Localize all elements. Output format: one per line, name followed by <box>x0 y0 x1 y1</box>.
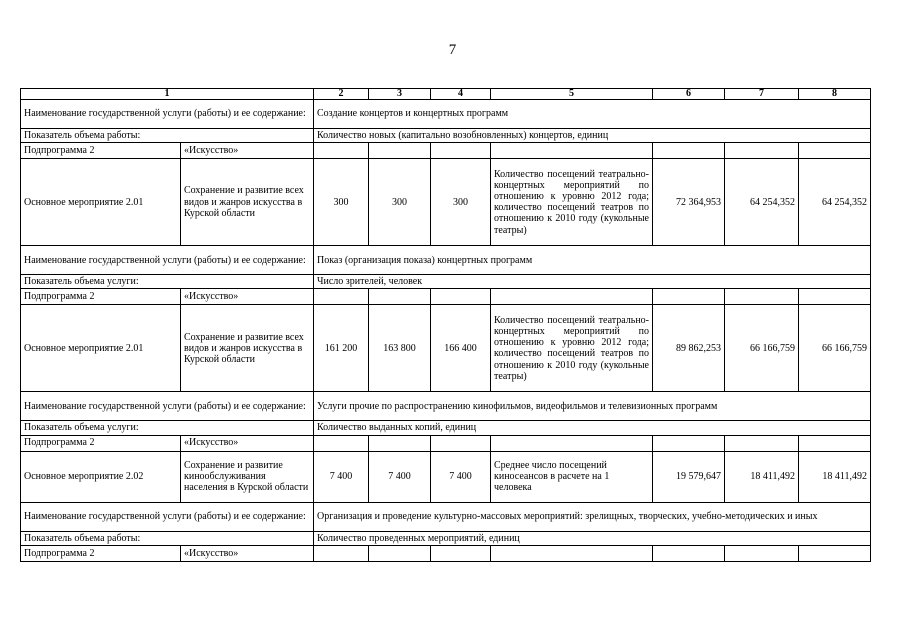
measure-label: Основное мероприятие 2.02 <box>21 451 181 502</box>
value-8: 64 254,352 <box>799 159 871 246</box>
service-row <box>21 392 871 421</box>
column-number-row <box>21 89 871 100</box>
subprogram-value: «Искусство» <box>181 545 314 561</box>
indicator-value: Число зрителей, человек <box>314 275 871 289</box>
value-7: 64 254,352 <box>725 159 799 246</box>
service-label: Наименование государственной услуги (работы) и ее содержание: <box>21 246 314 275</box>
column-number: 1 <box>21 89 314 100</box>
column-number: 8 <box>799 89 871 100</box>
value-8: 18 411,492 <box>799 451 871 502</box>
value-3: 300 <box>369 159 431 246</box>
indicator-value: Количество выданных копий, единиц <box>314 421 871 435</box>
service-value: Организация и проведение культурно-массовых мероприятий: зрелищных, творческих, учебно-методических и иных <box>314 502 871 531</box>
measure-name: Сохранение и развитие кинообслуживания населения в Курской области <box>181 451 314 502</box>
measure-name: Сохранение и развитие всех видов и жанров искусства в Курской области <box>181 305 314 392</box>
service-label: Наименование государственной услуги (работы) и ее содержание: <box>21 502 314 531</box>
measure-description: Количество посещений театрально-концертных мероприятий по отношению к уровню 2012 года; количество посещений театров по отношению к 2010 году (кукольные театры) <box>491 305 653 392</box>
indicator-label: Показатель объема работы: <box>21 531 314 545</box>
measure-description: Среднее число посещений киносеансов в расчете на 1 человека <box>491 451 653 502</box>
indicator-row <box>21 421 871 435</box>
value-6: 89 862,253 <box>653 305 725 392</box>
service-value: Создание концертов и концертных программ <box>314 100 871 129</box>
service-value: Услуги прочие по распространению кинофильмов, видеофильмов и телевизионных программ <box>314 392 871 421</box>
service-label: Наименование государственной услуги (работы) и ее содержание: <box>21 100 314 129</box>
measure-label: Основное мероприятие 2.01 <box>21 305 181 392</box>
value-6: 19 579,647 <box>653 451 725 502</box>
subprogram-label: Подпрограмма 2 <box>21 289 181 305</box>
indicator-label: Показатель объема услуги: <box>21 421 314 435</box>
program-table <box>20 88 871 562</box>
indicator-label: Показатель объема услуги: <box>21 275 314 289</box>
subprogram-row <box>21 545 871 561</box>
page-number: 7 <box>448 42 457 58</box>
subprogram-value: «Искусство» <box>181 289 314 305</box>
subprogram-row <box>21 289 871 305</box>
indicator-row <box>21 531 871 545</box>
column-number: 5 <box>491 89 653 100</box>
value-7: 18 411,492 <box>725 451 799 502</box>
measure-row <box>21 451 871 502</box>
measure-name: Сохранение и развитие всех видов и жанров искусства в Курской области <box>181 159 314 246</box>
value-4: 166 400 <box>431 305 491 392</box>
value-4: 300 <box>431 159 491 246</box>
indicator-row <box>21 275 871 289</box>
column-number: 2 <box>314 89 369 100</box>
measure-row <box>21 159 871 246</box>
value-7: 66 166,759 <box>725 305 799 392</box>
value-4: 7 400 <box>431 451 491 502</box>
measure-label: Основное мероприятие 2.01 <box>21 159 181 246</box>
subprogram-row <box>21 435 871 451</box>
subprogram-label: Подпрограмма 2 <box>21 435 181 451</box>
subprogram-row <box>21 143 871 159</box>
value-2: 161 200 <box>314 305 369 392</box>
subprogram-label: Подпрограмма 2 <box>21 143 181 159</box>
value-6: 72 364,953 <box>653 159 725 246</box>
service-row <box>21 502 871 531</box>
column-number: 4 <box>431 89 491 100</box>
subprogram-value: «Искусство» <box>181 435 314 451</box>
measure-description: Количество посещений театрально-концертных мероприятий по отношению к уровню 2012 года; количество посещений театров по отношению к 2010 году (кукольные театры) <box>491 159 653 246</box>
indicator-value: Количество проведенных мероприятий, единиц <box>314 531 871 545</box>
column-number: 3 <box>369 89 431 100</box>
value-2: 300 <box>314 159 369 246</box>
indicator-row <box>21 129 871 143</box>
indicator-value: Количество новых (капитально возобновленных) концертов, единиц <box>314 129 871 143</box>
value-8: 66 166,759 <box>799 305 871 392</box>
column-number: 6 <box>653 89 725 100</box>
service-row <box>21 246 871 275</box>
subprogram-value: «Искусство» <box>181 143 314 159</box>
value-3: 7 400 <box>369 451 431 502</box>
value-3: 163 800 <box>369 305 431 392</box>
column-number: 7 <box>725 89 799 100</box>
service-value: Показ (организация показа) концертных программ <box>314 246 871 275</box>
value-2: 7 400 <box>314 451 369 502</box>
indicator-label: Показатель объема работы: <box>21 129 314 143</box>
measure-row <box>21 305 871 392</box>
subprogram-label: Подпрограмма 2 <box>21 545 181 561</box>
service-row <box>21 100 871 129</box>
service-label: Наименование государственной услуги (работы) и ее содержание: <box>21 392 314 421</box>
